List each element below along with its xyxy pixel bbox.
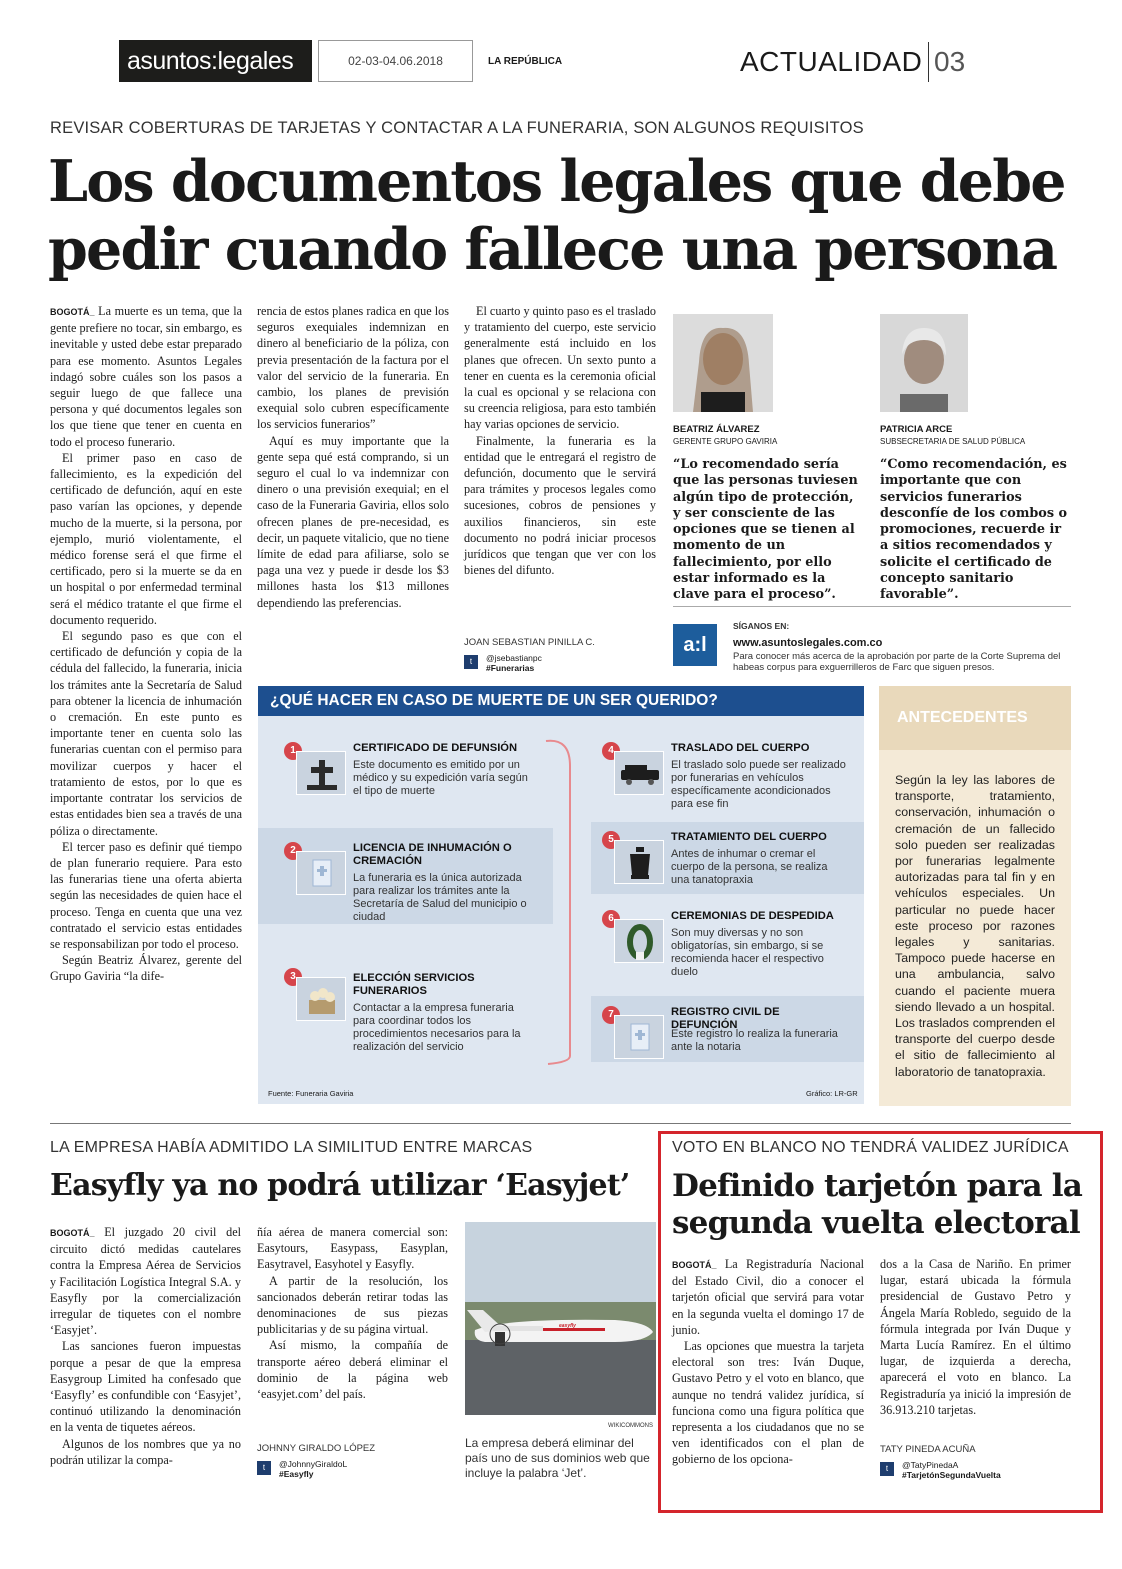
asuntos-legales-logo: a:l [673, 624, 717, 666]
tarjeton-byline: TATY PINEDA ACUÑA [880, 1444, 976, 1455]
tarjeton-col2-para-1: dos a la Casa de Nariño. En primer lugar, estará ubicada la fórmula presidencial de Gustavo Petro y Ángela María Robledo, seguido de la fórmula integrada por Iván Duque y Marta Lucía Ramírez. En el último lugar, de izquierda a derecha, aparecerá el voto en blanco. La Registraduría ya inició la impresión de 36.913.210 tarjetas. [880, 1257, 1071, 1417]
col1-para-4: El tercer paso es definir qué tiempo de plan funerario requiere. Para esto las funerarias tiene una oferta abierta según las necesidades de quien hace el proceso. Tenga en cuenta que una vez contratado el servicio estas entidades se responsabilizan por todo el proceso. [50, 839, 242, 951]
headline-line-2: pedir cuando fallece una persona [48, 216, 1057, 283]
step-description: Contactar a la empresa funeraria para coordinar todos los procedimientos necesarios para la realización del servicio [353, 1002, 521, 1053]
step-title: ELECCIÓN SERVICIOS FUNERARIOS [353, 972, 475, 997]
tarjeton-column-2 [880, 1256, 1071, 1418]
step-title: TRATAMIENTO DEL CUERPO [671, 831, 827, 843]
step-number: 4 [602, 742, 620, 760]
paper-name: LA REPÚBLICA [488, 56, 563, 67]
antecedentes-box [879, 686, 1071, 1106]
easyfly-col2-para-2: A partir de la resolución, los sancionados deberán retirar todas las denominaciones de sus piezas publicitarias y de su página virtual. [257, 1273, 448, 1337]
main-column-3 [464, 303, 656, 578]
cross-icon [296, 751, 346, 795]
main-byline: JOAN SEBASTIAN PINILLA C. [464, 637, 595, 648]
infographic [258, 686, 864, 1104]
step-title: CERTIFICADO DE DEFUNSIÓN [353, 742, 518, 754]
document-icon [296, 851, 346, 895]
infographic-credit: Gráfico: LR-GR [806, 1089, 858, 1098]
quote-1-name: BEATRIZ ÁLVAREZ [673, 424, 760, 435]
step-title: REGISTRO CIVIL DE DEFUNCIÓN [671, 1006, 780, 1031]
tarjeton-kicker: VOTO EN BLANCO NO TENDRÁ VALIDEZ JURÍDICA [672, 1139, 1069, 1156]
col1-para-2: El primer paso en caso de fallecimiento, es la expedición del certificado de defunción, aquí en este paso varían las opciones, y depende mucho de la muerte, si la persona, por ejemplo, murió violentamente, el médico forense será el que firme el certificado, pero si la muerte se da en un hospital o por enfermedad terminal será el médico tratante el que firme el documento requerido. [50, 450, 242, 627]
follow-text: Para conocer más acerca de la aprobación por parte de la Corte Suprema del habeas corpus para exguerrilleros de Farc que siguen presos. [733, 651, 1061, 673]
step-title: LICENCIA DE INHUMACIÓN O CREMACIÓN [353, 842, 512, 867]
wreath-icon [614, 919, 664, 963]
step-description: Antes de inhumar o cremar el cuerpo de la persona, se realiza una tanatopraxia [671, 848, 828, 886]
tarjeton-col1-para-1: La Registraduría Nacional del Estado Civil, dio a conocer el tarjetón oficial que servirá para votar en la segunda vuelta el domingo 17 de junio. [672, 1257, 864, 1337]
quote-2-name: PATRICIA ARCE [880, 424, 953, 435]
tarjeton-headline-line-1: Definido tarjetón para la [672, 1168, 1083, 1204]
dateline: BOGOTÁ_ [672, 1260, 717, 1270]
photo-caption: La empresa deberá eliminar del país uno de sus dominios web que incluye la palabra ‘Jet’. [465, 1436, 650, 1480]
dateline: BOGOTÁ_ [50, 1228, 95, 1238]
step-number: 5 [602, 831, 620, 849]
easyfly-headline: Easyfly ya no podrá utilizar ‘Easyjet’ [50, 1168, 630, 1203]
tarjeton-headline [672, 1168, 1082, 1242]
dateline: BOGOTÁ_ [50, 307, 95, 317]
easyfly-byline: JOHNNY GIRALDO LÓPEZ [257, 1443, 376, 1454]
tarjeton-column-1 [672, 1256, 864, 1468]
easyfly-col2-para-3: Así mismo, la compañía de transporte aéreo deberá eliminar el dominio de la página web ‘easyjet.com’ del país. [257, 1338, 448, 1402]
portrait-icon [673, 314, 773, 412]
step-number: 6 [602, 910, 620, 928]
follow-url[interactable]: www.asuntoslegales.com.co [733, 637, 883, 649]
easyfly-kicker: LA EMPRESA HABÍA ADMITIDO LA SIMILITUD ENTRE MARCAS [50, 1139, 533, 1156]
step-number: 7 [602, 1006, 620, 1024]
twitter-icon: t [880, 1462, 894, 1476]
quote-2-text: “Como recomendación, es importante que con servicios funerarios desconfíe de los combos o promociones, recuerde ir a sitios recomendados y solicite el certificado de concepto sanitario favorable”. [880, 457, 1068, 603]
tarjeton-headline-line-2: segunda vuelta electoral [672, 1205, 1080, 1241]
document-icon [614, 1015, 664, 1059]
tarjeton-col1-para-2: Las opciones que muestra la tarjeta electoral son tres: Iván Duque, Gustavo Petro y el voto en blanco, que aunque no tendrá validez jurídica, sí funciona como una figura política que representa a los ciudadanos que no se ven identificados con el plan de gobierno de los opciona- [672, 1339, 864, 1467]
col1-para-1: La muerte es un tema, que la gente prefiere no tocar, sin embargo, es inevitable y usted debe estar preparado para ese momento. Asuntos Legales indagó sobre cuáles son los pasos a seguir luego de que fallece una persona y qué documentos legales son los que tiene que tener en cuenta en todo el proceso funerario. [50, 304, 243, 449]
quote-1-role: GERENTE GRUPO GAVIRIA [673, 437, 778, 446]
page-number: 03 [934, 46, 966, 77]
hashtag[interactable]: #TarjetónSegundaVuelta [902, 1470, 1001, 1480]
headline-line-1: Los documentos legales que debe [48, 148, 1065, 215]
infographic-source: Fuente: Funeraria Gaviria [268, 1089, 354, 1098]
easyfly-column-1 [50, 1224, 241, 1468]
quote-1-text: “Lo recomendado sería que las personas tuviesen algún tipo de protección, y ser consciente de las opciones que se tienen al momento de un fallecimiento, por ello estar informado es la clave para el proceso”. [673, 457, 858, 603]
antecedentes-text: Según la ley las labores de transporte, tratamiento, conservación, inhumación o cremación de un fallecido solo pueden ser realizadas por funerarias legalmente autorizadas para tal fin y en vehículos especiales. Un particular no puede hacer este proceso por razones legales y sanitarias. Tampoco puede hacerse en una ambulancia, salvo cuando el paciente muera siendo llevado a un hospital. Los traslados comprenden el transporte del cuerpo desde el sitio de fallecimiento al laboratorio de tanatopraxia. [895, 773, 1055, 1079]
urn-icon [614, 840, 664, 884]
step-title: CEREMONIAS DE DESPEDIDA [671, 910, 834, 922]
airplane-photo [465, 1222, 656, 1415]
portrait-icon [880, 314, 968, 412]
brand-logo: asuntos:legales [119, 40, 312, 82]
step-number: 1 [284, 742, 302, 760]
twitter-icon: t [464, 655, 478, 669]
step-description: Este registro lo realiza la funeraria ante la notaria [671, 1028, 838, 1053]
col1-para-5: Según Beatriz Álvarez, gerente del Grupo Gaviria “la dife- [50, 953, 242, 984]
plane-livery: easyfly [559, 1323, 576, 1329]
step-number: 2 [284, 842, 302, 860]
step-number: 3 [284, 968, 302, 986]
main-column-2 [257, 303, 449, 611]
follow-divider [673, 606, 1071, 607]
hashtag[interactable]: #Easyfly [279, 1469, 314, 1479]
col1-para-3: El segundo paso es que con el certificado de defunción y copia de la cédula del fallecido, la funeraria, inicia los trámites ante la Secretaría de Salud para obtener la licencia de inhumación o cremación. En este punto es importante tener en cuenta solo las funerarias cuentan con el permiso para movilizar cuerpos y hacer el tratamiento de estos, por lo que es importante contratar los servicios de estas entidades bien sea a través de una póliza o directamente. [50, 629, 242, 838]
col3-para-2: Finalmente, la funeraria es la entidad que le entregará el registro de defunción, documento que le servirá para trámites y procesos legales como sucesiones, cobros de pensiones y auxilios financieros, sin este documento no podrá iniciar procesos jurídicos que tengan que ver con los bienes del difunto. [464, 433, 656, 578]
twitter-handle[interactable]: @jsebastianpc [486, 653, 542, 663]
beatriz-alvarez-photo [673, 314, 773, 412]
airplane-icon [465, 1222, 656, 1415]
hashtag[interactable]: #Funerarias [486, 663, 535, 673]
infographic-title: ¿QUÉ HACER EN CASO DE MUERTE DE UN SER QUERIDO? [258, 686, 864, 716]
step-description: La funeraria es la única autorizada para realizar los trámites ante la Secretaría de Salud del municipio o ciudad [353, 872, 527, 923]
flowers-icon [296, 977, 346, 1021]
main-headline [48, 148, 1065, 284]
twitter-handle[interactable]: @JohnnyGiraldoL [279, 1459, 348, 1469]
quote-2-role: SUBSECRETARIA DE SALUD PÚBLICA [880, 437, 1026, 446]
twitter-handle[interactable]: @TatyPinedaA [902, 1460, 959, 1470]
easyfly-col1-para-1: El juzgado 20 civil del circuito dictó medidas cautelares contra la Empresa Aérea de Servicios y Facilitación Logística Integral S.A. y Easyfly por la comercialización irregular de tiquetes con el nombre ‘Easyjet’. [50, 1225, 241, 1338]
step-description: El traslado solo puede ser realizado por funerarias en vehículos específicamente acondicionados para ese fin [671, 759, 846, 810]
header-divider [928, 42, 929, 82]
photo-credit: WIKICOMMONS [608, 1423, 653, 1429]
easyfly-column-2 [257, 1224, 448, 1402]
twitter-icon: t [257, 1461, 271, 1475]
easyfly-col2-para-1: ñía aérea de manera comercial son: Easytours, Easypass, Easyplan, Easytravel, Easyhotel y Easyfly. [257, 1225, 448, 1272]
step-description: Son muy diversas y no son obligatorías, sin embargo, si se recomienda hacer el respectivo duelo [671, 927, 824, 978]
step-title: TRASLADO DEL CUERPO [671, 742, 810, 754]
section-divider [50, 1123, 1071, 1124]
col3-para-1: El cuarto y quinto paso es el traslado y tratamiento del cuerpo, este servicio generalmente está incluido en los planes que ofrecen. Un sexto punto a tener en cuenta es la ceremonia oficial la cual es opcional y se relaciona con su creencia religiosa, para esto también hay varias opciones de servicio. [464, 304, 656, 432]
main-column-1 [50, 303, 242, 985]
step-description: Este documento es emitido por un médico y su expedición varía según el tipo de muerte [353, 759, 528, 797]
antecedentes-title: ANTECEDENTES [879, 686, 1071, 750]
hearse-icon [614, 751, 664, 795]
easyfly-col1-para-2: Las sanciones fueron impuestas porque a pesar de que la empresa Easygroup Limited ha confesado que ‘Easyfly’ es confundible con ‘Easyjet’, continuó utilizando la denominación en la venta de tiquetes aéreos. [50, 1339, 241, 1435]
col2-para-2: Aquí es muy importante que la gente sepa qué está comprando, si un seguro el cual lo va indemnizar con dinero o una previsión exequial; en el caso de la Funeraria Gaviria, ellos solo ofrecen planes de pre-necesidad, es decir, un paquete vitalicio, que no tiene límite de edad para afiliarse, solo se paga una vez y puede ir desde los $3 millones hasta los $13 millones dependiendo las preferencias. [257, 433, 449, 610]
col2-para-1: rencia de estos planes radica en que los seguros exequiales indemnizan en dinero al beneficiario de la póliza, con previa presentación de la factura por el valor del servicio de la funeraria. En cambio, los planes de previsión exequial solo cubren específicamente los servicios funerarios” [257, 304, 449, 432]
issue-date: 02-03-04.06.2018 [318, 40, 473, 82]
main-kicker: REVISAR COBERTURAS DE TARJETAS Y CONTACTAR A LA FUNERARIA, SON ALGUNOS REQUISITOS [50, 119, 864, 137]
easyfly-col1-para-3: Algunos de los nombres que ya no podrán utilizar la compa- [50, 1436, 241, 1467]
follow-label: SÍGANOS EN: [733, 621, 790, 631]
section-name: ACTUALIDAD [740, 46, 923, 77]
patricia-arce-photo [880, 314, 968, 412]
